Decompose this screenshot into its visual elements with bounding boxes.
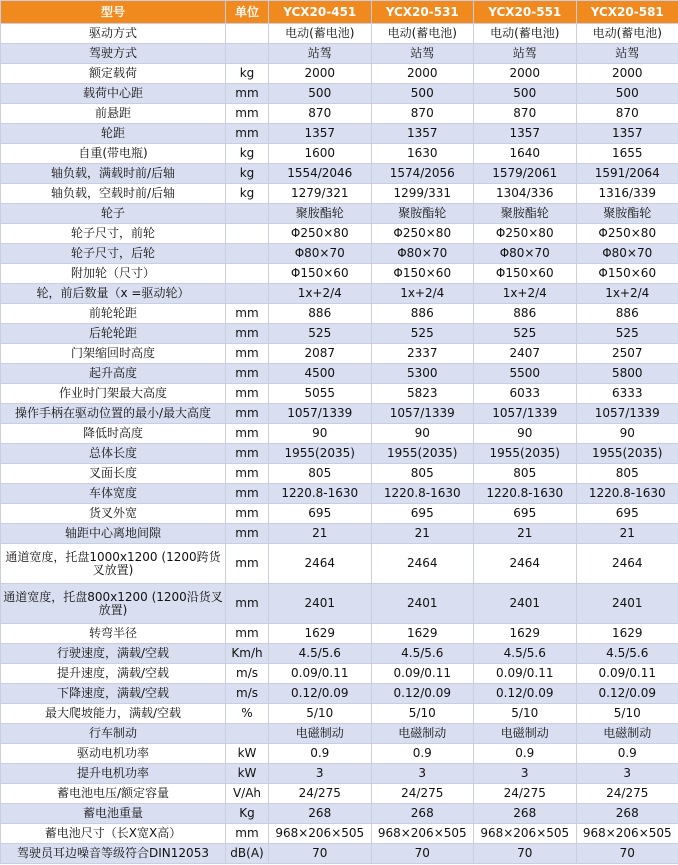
spec-unit: mm (226, 124, 269, 144)
spec-value: 1279/321 (269, 184, 372, 204)
spec-unit: mm (226, 824, 269, 844)
spec-unit: kg (226, 64, 269, 84)
spec-param: 轴负载，满载时前/后轴 (1, 164, 226, 184)
spec-value: 1955(2035) (576, 444, 678, 464)
spec-value: 870 (269, 104, 372, 124)
spec-value: 870 (576, 104, 678, 124)
spec-value: 1304/336 (474, 184, 577, 204)
spec-value: 70 (474, 844, 577, 864)
spec-unit (226, 724, 269, 744)
spec-param: 轴负载，空载时前/后轴 (1, 184, 226, 204)
spec-value: 1057/1339 (269, 404, 372, 424)
spec-unit: kW (226, 764, 269, 784)
spec-value: 5055 (269, 384, 372, 404)
spec-value: 站驾 (576, 44, 678, 64)
spec-value: 268 (474, 804, 577, 824)
spec-value: 3 (269, 764, 372, 784)
spec-param: 轴距中心离地间隙 (1, 524, 226, 544)
spec-unit: m/s (226, 664, 269, 684)
spec-value: 525 (371, 324, 474, 344)
spec-param: 行车制动 (1, 724, 226, 744)
spec-value: 2464 (474, 544, 577, 584)
spec-value: 695 (474, 504, 577, 524)
spec-value: 电动(蓄电池) (269, 24, 372, 44)
spec-unit: Kg (226, 804, 269, 824)
spec-unit: m/s (226, 684, 269, 704)
spec-row (1, 824, 678, 844)
spec-param: 驱动方式 (1, 24, 226, 44)
spec-value: 805 (474, 464, 577, 484)
spec-value: 21 (474, 524, 577, 544)
spec-value: 2000 (371, 64, 474, 84)
spec-unit: mm (226, 304, 269, 324)
spec-row (1, 144, 678, 164)
spec-value: 24/275 (269, 784, 372, 804)
spec-unit (226, 44, 269, 64)
spec-value: 聚胺酯轮 (576, 204, 678, 224)
spec-value: 500 (371, 84, 474, 104)
spec-row (1, 84, 678, 104)
spec-value: Φ80×70 (269, 244, 372, 264)
spec-param: 下降速度，满载/空载 (1, 684, 226, 704)
spec-unit: mm (226, 84, 269, 104)
spec-value: 805 (269, 464, 372, 484)
spec-row (1, 384, 678, 404)
spec-row (1, 104, 678, 124)
spec-value: 0.9 (371, 744, 474, 764)
spec-param: 通道宽度，托盘800x1200 (1200沿货叉放置) (1, 584, 226, 624)
spec-value: 5500 (474, 364, 577, 384)
spec-value: 2000 (269, 64, 372, 84)
spec-value: 886 (474, 304, 577, 324)
spec-value: 站驾 (269, 44, 372, 64)
spec-value: 1357 (474, 124, 577, 144)
spec-unit (226, 224, 269, 244)
spec-value: 1955(2035) (474, 444, 577, 464)
spec-value: 695 (371, 504, 474, 524)
spec-value: 1057/1339 (371, 404, 474, 424)
header-param: 型号 (1, 1, 226, 24)
spec-value: 1955(2035) (269, 444, 372, 464)
spec-param: 提升电机功率 (1, 764, 226, 784)
spec-value: 24/275 (371, 784, 474, 804)
spec-param: 自重(带电瓶) (1, 144, 226, 164)
spec-param: 降低时高度 (1, 424, 226, 444)
spec-value: 1629 (269, 624, 372, 644)
spec-value: 电动(蓄电池) (576, 24, 678, 44)
spec-row (1, 304, 678, 324)
spec-value: 站驾 (474, 44, 577, 64)
spec-value: 0.9 (474, 744, 577, 764)
spec-value: 1299/331 (371, 184, 474, 204)
spec-value: 6033 (474, 384, 577, 404)
spec-value: 5/10 (269, 704, 372, 724)
spec-param: 载荷中心距 (1, 84, 226, 104)
spec-param: 轮子尺寸，前轮 (1, 224, 226, 244)
spec-value: 1629 (371, 624, 474, 644)
spec-row (1, 624, 678, 644)
spec-value: 268 (371, 804, 474, 824)
spec-value: 1x+2/4 (474, 284, 577, 304)
spec-body (1, 24, 678, 864)
spec-value: 968×206×505 (474, 824, 577, 844)
spec-param: 蓄电池尺寸（长X宽X高） (1, 824, 226, 844)
spec-row (1, 24, 678, 44)
spec-value: 5/10 (474, 704, 577, 724)
spec-value: 0.12/0.09 (474, 684, 577, 704)
spec-value: 870 (371, 104, 474, 124)
spec-value: Φ150×60 (269, 264, 372, 284)
header-model: YCX20-551 (474, 1, 577, 24)
spec-value: 5/10 (576, 704, 678, 724)
spec-value: 2507 (576, 344, 678, 364)
spec-value: 电磁制动 (371, 724, 474, 744)
spec-param: 总体长度 (1, 444, 226, 464)
spec-value: 805 (371, 464, 474, 484)
spec-value: 870 (474, 104, 577, 124)
spec-row (1, 804, 678, 824)
spec-value: 24/275 (576, 784, 678, 804)
spec-value: 1x+2/4 (576, 284, 678, 304)
header-model: YCX20-531 (371, 1, 474, 24)
spec-param: 作业时门架最大高度 (1, 384, 226, 404)
spec-value: 1357 (269, 124, 372, 144)
spec-unit: kg (226, 164, 269, 184)
spec-value: Φ80×70 (474, 244, 577, 264)
spec-value: 1220.8-1630 (474, 484, 577, 504)
spec-value: 3 (474, 764, 577, 784)
spec-value: 1630 (371, 144, 474, 164)
spec-unit: mm (226, 324, 269, 344)
spec-value: 0.9 (576, 744, 678, 764)
spec-param: 轮子尺寸，后轮 (1, 244, 226, 264)
spec-value: 电磁制动 (474, 724, 577, 744)
spec-unit (226, 204, 269, 224)
spec-param: 行驶速度，满载/空载 (1, 644, 226, 664)
spec-value: 90 (371, 424, 474, 444)
spec-value: 886 (269, 304, 372, 324)
spec-unit: kg (226, 144, 269, 164)
spec-row (1, 844, 678, 864)
spec-value: 886 (371, 304, 474, 324)
spec-unit: mm (226, 104, 269, 124)
spec-unit: mm (226, 424, 269, 444)
spec-value: 2464 (371, 544, 474, 584)
spec-unit: mm (226, 384, 269, 404)
spec-value: 2407 (474, 344, 577, 364)
spec-unit: % (226, 704, 269, 724)
spec-unit: mm (226, 584, 269, 624)
spec-param: 后轮轮距 (1, 324, 226, 344)
spec-unit: mm (226, 524, 269, 544)
spec-row (1, 124, 678, 144)
spec-unit (226, 244, 269, 264)
spec-row (1, 764, 678, 784)
spec-value: 1600 (269, 144, 372, 164)
spec-row (1, 164, 678, 184)
spec-value: 0.9 (269, 744, 372, 764)
spec-value: 电磁制动 (269, 724, 372, 744)
spec-param: 货叉外宽 (1, 504, 226, 524)
spec-param: 蓄电池重量 (1, 804, 226, 824)
spec-value: 5800 (576, 364, 678, 384)
spec-value: 4.5/5.6 (474, 644, 577, 664)
spec-param: 驱动电机功率 (1, 744, 226, 764)
spec-value: 2401 (474, 584, 577, 624)
spec-param: 额定载荷 (1, 64, 226, 84)
spec-value: 0.09/0.11 (474, 664, 577, 684)
spec-row (1, 64, 678, 84)
spec-param: 前悬距 (1, 104, 226, 124)
spec-row (1, 344, 678, 364)
header-model: YCX20-581 (576, 1, 678, 24)
spec-value: 1629 (474, 624, 577, 644)
spec-value: 70 (269, 844, 372, 864)
spec-value: Φ250×80 (576, 224, 678, 244)
spec-value: 21 (576, 524, 678, 544)
spec-value: 1057/1339 (474, 404, 577, 424)
spec-param: 驾驶方式 (1, 44, 226, 64)
spec-unit: dB(A) (226, 844, 269, 864)
spec-row (1, 584, 678, 624)
spec-value: 1554/2046 (269, 164, 372, 184)
spec-unit: kW (226, 744, 269, 764)
spec-value: Φ80×70 (576, 244, 678, 264)
spec-value: 21 (269, 524, 372, 544)
spec-value: 1574/2056 (371, 164, 474, 184)
spec-value: 968×206×505 (371, 824, 474, 844)
spec-value: 3 (576, 764, 678, 784)
spec-value: 2464 (269, 544, 372, 584)
spec-value: 268 (576, 804, 678, 824)
spec-row (1, 644, 678, 664)
spec-value: 1629 (576, 624, 678, 644)
spec-value: 4.5/5.6 (576, 644, 678, 664)
spec-param: 起升高度 (1, 364, 226, 384)
spec-value: 70 (371, 844, 474, 864)
spec-value: 2000 (474, 64, 577, 84)
spec-value: 968×206×505 (269, 824, 372, 844)
header-model: YCX20-451 (269, 1, 372, 24)
spec-unit (226, 284, 269, 304)
spec-unit: mm (226, 624, 269, 644)
spec-unit: mm (226, 344, 269, 364)
spec-unit: kg (226, 184, 269, 204)
spec-value: 0.09/0.11 (371, 664, 474, 684)
spec-row (1, 184, 678, 204)
spec-value: 268 (269, 804, 372, 824)
spec-value: Φ150×60 (576, 264, 678, 284)
spec-value: 5/10 (371, 704, 474, 724)
spec-unit: Km/h (226, 644, 269, 664)
spec-value: 1357 (371, 124, 474, 144)
spec-param: 驾驶员耳边噪音等级符合DIN12053 (1, 844, 226, 864)
spec-value: Φ250×80 (371, 224, 474, 244)
spec-value: 2087 (269, 344, 372, 364)
spec-value: 90 (576, 424, 678, 444)
spec-unit: mm (226, 404, 269, 424)
spec-value: 0.09/0.11 (576, 664, 678, 684)
spec-value: 2401 (371, 584, 474, 624)
spec-param: 叉面长度 (1, 464, 226, 484)
spec-value: 500 (269, 84, 372, 104)
spec-row (1, 324, 678, 344)
spec-row (1, 224, 678, 244)
spec-row (1, 724, 678, 744)
spec-value: 电磁制动 (576, 724, 678, 744)
spec-unit: mm (226, 444, 269, 464)
spec-value: 电动(蓄电池) (371, 24, 474, 44)
spec-value: 968×206×505 (576, 824, 678, 844)
spec-value: 1655 (576, 144, 678, 164)
spec-row (1, 504, 678, 524)
spec-value: 500 (474, 84, 577, 104)
spec-value: 2401 (576, 584, 678, 624)
spec-value: 3 (371, 764, 474, 784)
spec-param: 提升速度，满载/空载 (1, 664, 226, 684)
spec-value: 1220.8-1630 (269, 484, 372, 504)
spec-value: 70 (576, 844, 678, 864)
spec-param: 最大爬坡能力，满载/空载 (1, 704, 226, 724)
spec-value: 1591/2064 (576, 164, 678, 184)
spec-value: 2401 (269, 584, 372, 624)
spec-value: 21 (371, 524, 474, 544)
header-row (1, 1, 678, 24)
spec-unit (226, 264, 269, 284)
spec-row (1, 664, 678, 684)
spec-value: 4.5/5.6 (269, 644, 372, 664)
spec-value: 805 (576, 464, 678, 484)
spec-value: 1955(2035) (371, 444, 474, 464)
spec-value: 1579/2061 (474, 164, 577, 184)
spec-row (1, 524, 678, 544)
spec-param: 转弯半径 (1, 624, 226, 644)
spec-value: 1316/339 (576, 184, 678, 204)
spec-value: 1x+2/4 (371, 284, 474, 304)
spec-value: 525 (576, 324, 678, 344)
spec-row (1, 264, 678, 284)
spec-unit (226, 24, 269, 44)
spec-param: 前轮轮距 (1, 304, 226, 324)
spec-param: 轮子 (1, 204, 226, 224)
spec-row (1, 744, 678, 764)
spec-unit: V/Ah (226, 784, 269, 804)
spec-unit: mm (226, 484, 269, 504)
spec-value: 2337 (371, 344, 474, 364)
spec-value: 5823 (371, 384, 474, 404)
spec-row (1, 464, 678, 484)
spec-row (1, 284, 678, 304)
spec-value: 24/275 (474, 784, 577, 804)
spec-param: 附加轮（尺寸） (1, 264, 226, 284)
spec-row (1, 204, 678, 224)
spec-param: 操作手柄在驱动位置的最小/最大高度 (1, 404, 226, 424)
spec-value: 695 (576, 504, 678, 524)
spec-param: 通道宽度，托盘1000x1200 (1200跨货叉放置) (1, 544, 226, 584)
spec-row (1, 444, 678, 464)
spec-param: 蓄电池电压/额定容量 (1, 784, 226, 804)
spec-row (1, 44, 678, 64)
spec-value: 聚胺酯轮 (474, 204, 577, 224)
spec-row (1, 544, 678, 584)
spec-value: 695 (269, 504, 372, 524)
spec-value: Φ150×60 (474, 264, 577, 284)
spec-unit: mm (226, 464, 269, 484)
spec-row (1, 704, 678, 724)
spec-value: 1x+2/4 (269, 284, 372, 304)
spec-value: 聚胺酯轮 (269, 204, 372, 224)
spec-param: 门架缩回时高度 (1, 344, 226, 364)
spec-value: 电动(蓄电池) (474, 24, 577, 44)
spec-value: 525 (474, 324, 577, 344)
spec-value: 90 (474, 424, 577, 444)
spec-row (1, 244, 678, 264)
spec-value: Φ250×80 (474, 224, 577, 244)
spec-value: Φ250×80 (269, 224, 372, 244)
spec-value: 站驾 (371, 44, 474, 64)
spec-row (1, 784, 678, 804)
spec-unit: mm (226, 364, 269, 384)
spec-value: 1220.8-1630 (576, 484, 678, 504)
spec-value: 90 (269, 424, 372, 444)
spec-value: 1220.8-1630 (371, 484, 474, 504)
spec-value: 525 (269, 324, 372, 344)
header-unit: 单位 (226, 1, 269, 24)
spec-row (1, 364, 678, 384)
spec-row (1, 484, 678, 504)
spec-unit: mm (226, 504, 269, 524)
spec-value: 1357 (576, 124, 678, 144)
spec-row (1, 404, 678, 424)
spec-row (1, 424, 678, 444)
spec-param: 轮，前后数量（x =驱动轮） (1, 284, 226, 304)
spec-value: 2464 (576, 544, 678, 584)
spec-value: 0.12/0.09 (576, 684, 678, 704)
spec-value: 1057/1339 (576, 404, 678, 424)
spec-value: 1640 (474, 144, 577, 164)
spec-value: 0.09/0.11 (269, 664, 372, 684)
spec-unit: mm (226, 544, 269, 584)
spec-value: Φ150×60 (371, 264, 474, 284)
spec-value: 0.12/0.09 (269, 684, 372, 704)
spec-value: 聚胺酯轮 (371, 204, 474, 224)
spec-value: 0.12/0.09 (371, 684, 474, 704)
spec-param: 轮距 (1, 124, 226, 144)
spec-value: 4.5/5.6 (371, 644, 474, 664)
spec-value: 5300 (371, 364, 474, 384)
spec-param: 车体宽度 (1, 484, 226, 504)
spec-row (1, 684, 678, 704)
spec-value: 4500 (269, 364, 372, 384)
spec-value: 2000 (576, 64, 678, 84)
spec-value: Φ80×70 (371, 244, 474, 264)
spec-value: 6333 (576, 384, 678, 404)
spec-value: 886 (576, 304, 678, 324)
spec-value: 500 (576, 84, 678, 104)
